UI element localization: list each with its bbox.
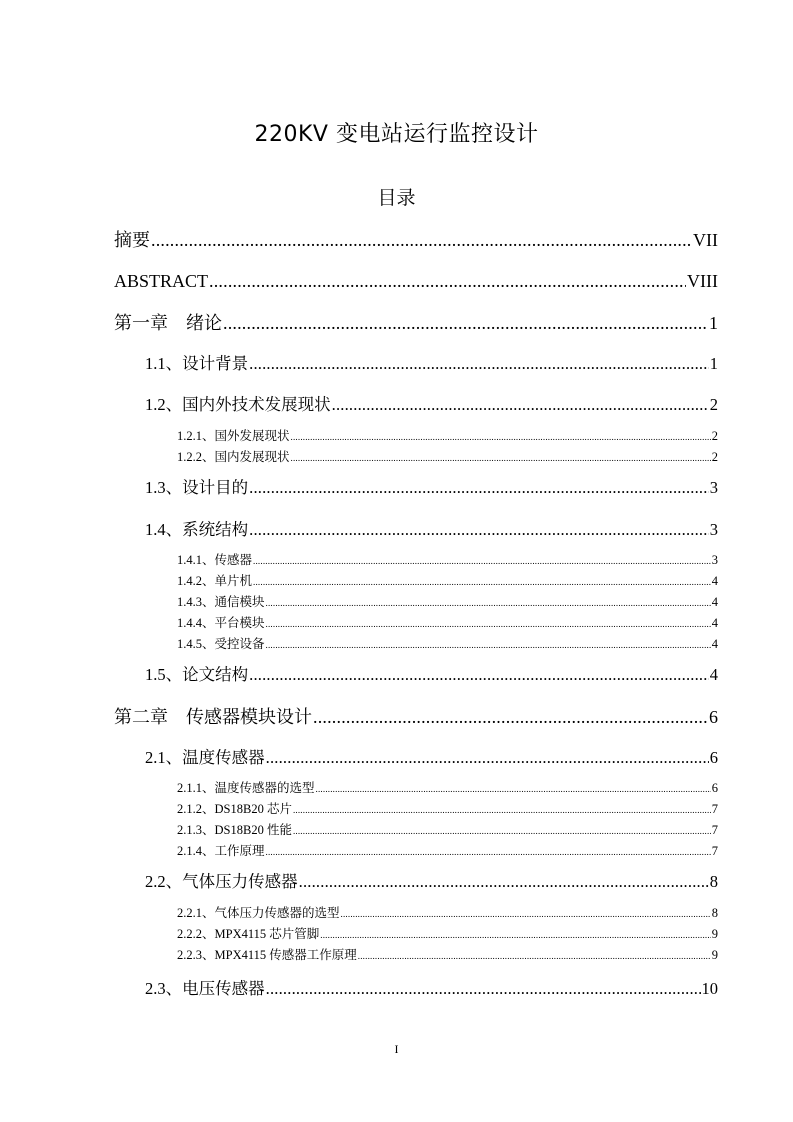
- toc-entry-1-4-1[interactable]: [177, 551, 718, 570]
- toc-entry-page: 1: [709, 354, 718, 373]
- toc-entry-2-3[interactable]: [145, 976, 718, 1002]
- toc-entry-page: 2: [711, 429, 718, 443]
- toc-entry-page: 2: [711, 450, 718, 464]
- page-number: I: [394, 1042, 399, 1056]
- toc-entry-label: 2.3、电压传感器: [145, 979, 265, 998]
- toc-leader-dots: [291, 449, 711, 467]
- toc-leader-dots: [316, 780, 711, 798]
- toc-entry-page: 6: [709, 707, 718, 727]
- toc-heading: 目录: [377, 187, 416, 209]
- toc-entry-page: 7: [711, 844, 718, 858]
- toc-leader-dots: [266, 615, 711, 633]
- toc-entry-page: 3: [709, 520, 718, 539]
- toc-entry-label: 1.2.2、国内发展现状: [177, 450, 290, 464]
- toc-entry-page: VII: [693, 230, 718, 250]
- toc-entry-1-4-5[interactable]: [177, 635, 718, 654]
- toc-entry-page: 3: [711, 553, 718, 567]
- toc-entry-label: 2.1.1、温度传感器的选型: [177, 781, 315, 795]
- toc-leader-dots: [291, 428, 711, 446]
- toc-leader-dots: [332, 392, 709, 418]
- toc-entry-label: 1.2.1、国外发展现状: [177, 429, 290, 443]
- toc-leader-dots: [293, 822, 711, 840]
- toc-entry-page: 10: [701, 979, 718, 998]
- toc-entry-label: 2.2.2、MPX4115 芯片管脚: [177, 927, 320, 941]
- toc-entry-1-3[interactable]: [145, 475, 718, 501]
- toc-entry-page: 2: [709, 395, 718, 414]
- toc-entry-label: 2.1.2、DS18B20 芯片: [177, 802, 292, 816]
- toc-entry-page: 6: [709, 748, 718, 767]
- toc-leader-dots: [341, 905, 711, 923]
- toc-entry-label: 2.1、温度传感器: [145, 748, 265, 767]
- toc-leader-dots: [320, 926, 710, 944]
- toc-leader-dots: [249, 351, 709, 377]
- toc-entry-page: 4: [711, 574, 718, 588]
- toc-entry-page: 1: [709, 313, 718, 333]
- toc-entry-chapter-1[interactable]: [114, 309, 718, 337]
- toc-entry-page: 4: [711, 595, 718, 609]
- toc-leader-dots: [293, 801, 711, 819]
- toc-entry-page: 3: [709, 478, 718, 497]
- toc-entry-2-1[interactable]: [145, 745, 718, 771]
- toc-leader-dots: [266, 745, 709, 771]
- toc-leader-dots: [266, 976, 701, 1002]
- toc-entry-page: 4: [711, 637, 718, 651]
- toc-leader-dots: [249, 475, 709, 501]
- toc-leader-dots: [209, 267, 686, 295]
- toc-leader-dots: [253, 573, 711, 591]
- toc-entry-page: 7: [711, 823, 718, 837]
- toc-entry-1-1[interactable]: [145, 351, 718, 377]
- toc-entry-page: VIII: [687, 271, 718, 291]
- toc-leader-dots: [358, 947, 711, 965]
- toc-entry-2-1-2[interactable]: [177, 800, 718, 819]
- toc-leader-dots: [223, 309, 708, 337]
- toc-entry-2-1-4[interactable]: [177, 842, 718, 861]
- toc-entry-page: 7: [711, 802, 718, 816]
- toc-entry-label: 第二章 传感器模块设计: [114, 707, 312, 727]
- toc-entry-1-4-4[interactable]: [177, 614, 718, 633]
- toc-entry-1-4-2[interactable]: [177, 572, 718, 591]
- toc-entry-2-2-3[interactable]: [177, 946, 718, 965]
- toc-entry-label: 2.1.3、DS18B20 性能: [177, 823, 292, 837]
- toc-entry-label: 摘要: [114, 230, 150, 250]
- toc-entry-label: 1.5、论文结构: [145, 665, 249, 684]
- toc-entry-2-1-3[interactable]: [177, 821, 718, 840]
- toc-entry-label: 1.4.1、传感器: [177, 553, 253, 567]
- toc-entry-2-2-2[interactable]: [177, 925, 718, 944]
- toc-entry-page: 8: [711, 906, 718, 920]
- toc-leader-dots: [151, 226, 692, 254]
- toc-entry-label: 1.1、设计背景: [145, 354, 249, 373]
- toc-entry-page: 6: [711, 781, 718, 795]
- toc-entry-label: 1.4.4、平台模块: [177, 616, 265, 630]
- toc-entry-page: 4: [711, 616, 718, 630]
- toc-entry-page: 9: [711, 927, 718, 941]
- toc-leader-dots: [313, 703, 708, 731]
- toc-entry-label: ABSTRACT: [114, 271, 209, 291]
- document-title: 220KV 变电站运行监控设计: [254, 122, 539, 147]
- toc-leader-dots: [253, 552, 711, 570]
- toc-entry-page: 4: [709, 665, 718, 684]
- toc-entry-chapter-2[interactable]: [114, 703, 718, 731]
- toc-entry-page: 9: [711, 948, 718, 962]
- toc-entry-page: 8: [709, 872, 718, 891]
- toc-entry-label: 1.4.3、通信模块: [177, 595, 265, 609]
- toc-leader-dots: [299, 869, 709, 895]
- toc-entry-label: 1.4、系统结构: [145, 520, 249, 539]
- toc-entry-label: 1.3、设计目的: [145, 478, 249, 497]
- toc-leader-dots: [266, 636, 711, 654]
- toc-entry-1-4-3[interactable]: [177, 593, 718, 612]
- toc-leader-dots: [266, 843, 711, 861]
- toc-entry-abstract-cn[interactable]: [114, 226, 718, 254]
- toc-leader-dots: [249, 517, 709, 543]
- toc-entry-1-2-1[interactable]: [177, 427, 718, 446]
- toc-entry-1-2[interactable]: [145, 392, 718, 418]
- toc-entry-2-2[interactable]: [145, 869, 718, 895]
- toc-entry-label: 1.2、国内外技术发展现状: [145, 395, 331, 414]
- toc-entry-abstract-en[interactable]: [114, 267, 718, 295]
- toc-entry-label: 第一章 绪论: [114, 313, 222, 333]
- toc-entry-2-2-1[interactable]: [177, 904, 718, 923]
- toc-entry-label: 2.2.1、气体压力传感器的选型: [177, 906, 340, 920]
- toc-entry-label: 2.2、气体压力传感器: [145, 872, 298, 891]
- toc-entry-1-5[interactable]: [145, 662, 718, 688]
- toc-entry-1-2-2[interactable]: [177, 448, 718, 467]
- toc-entry-label: 1.4.5、受控设备: [177, 637, 265, 651]
- toc-entry-2-1-1[interactable]: [177, 779, 718, 798]
- toc-leader-dots: [249, 662, 709, 688]
- toc-leader-dots: [266, 594, 711, 612]
- toc-entry-label: 2.2.3、MPX4115 传感器工作原理: [177, 948, 357, 962]
- toc-entry-1-4[interactable]: [145, 517, 718, 543]
- toc-entry-label: 2.1.4、工作原理: [177, 844, 265, 858]
- toc-entry-label: 1.4.2、单片机: [177, 574, 253, 588]
